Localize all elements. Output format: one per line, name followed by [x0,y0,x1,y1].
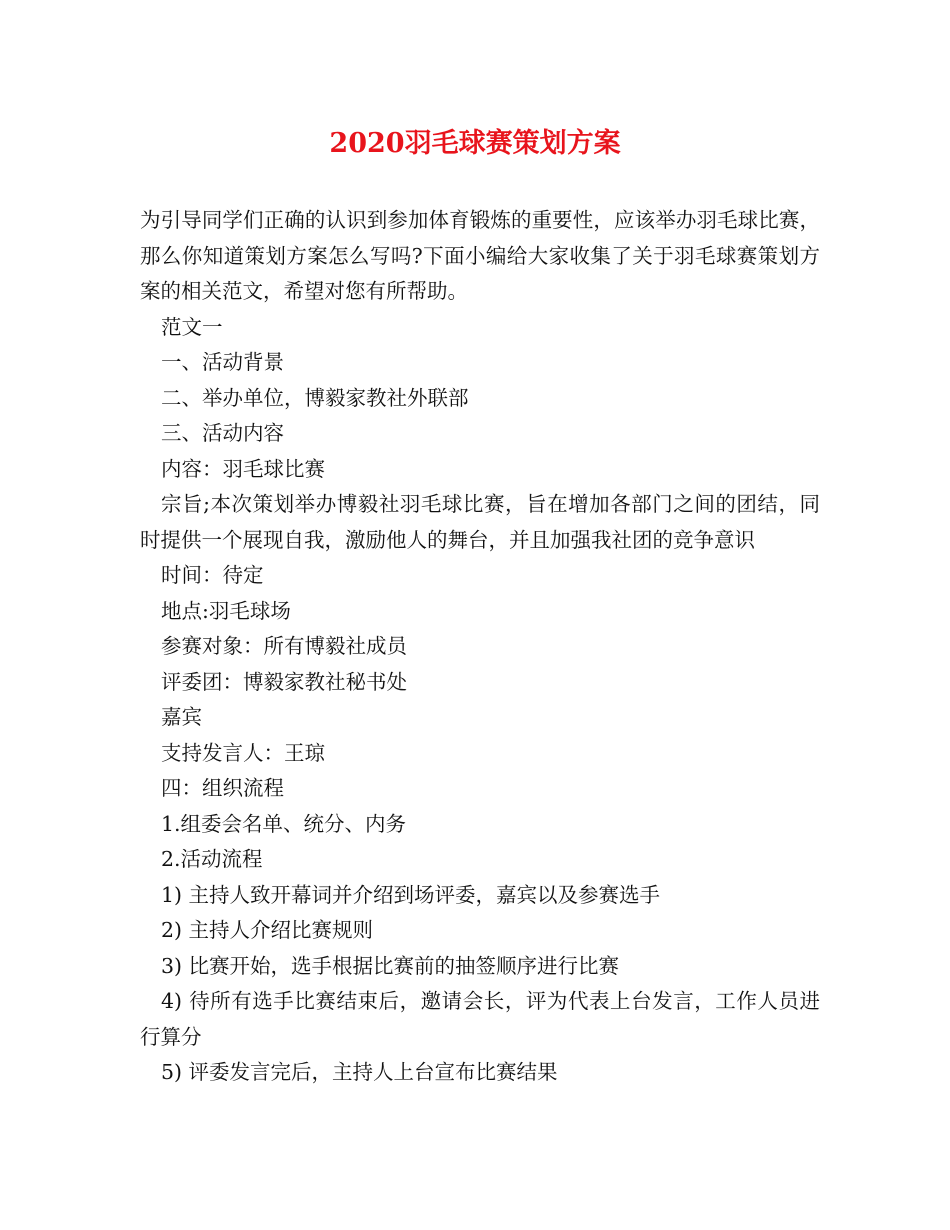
section-heading-background: 一、活动背景 [161,350,284,374]
guests-line: 嘉宾 [161,705,202,729]
judges-line: 评委团：博毅家教社秘书处 [161,669,407,694]
content-line: 内容：羽毛球比赛 [161,456,325,481]
time-line: 时间：待定 [161,563,264,587]
document-title: 2020羽毛球赛策划方案 [329,128,621,159]
process-item: 1.组委会名单、统分、内务 [161,811,407,836]
section-heading-content: 三、活动内容 [161,421,284,445]
section-heading-process: 四：组织流程 [161,776,284,800]
sample-heading: 范文一 [161,314,223,339]
flow-step: 1) 主持人致开幕词并介绍到场评委，嘉宾以及参赛选手 [161,882,661,907]
intro-paragraph: 为引导同学们正确的认识到参加体育锻炼的重要性，应该举办羽毛球比赛，那么你知道策划方案怎么写吗?下面小编给大家收集了关于羽毛球赛策划方案的相关范文，希望对您有所帮助。 [140,208,820,303]
flow-step: 4) 待所有选手比赛结束后，邀请会长，评为代表上台发言，工作人员进行算分 [140,989,820,1049]
participants-line: 参赛对象：所有博毅社成员 [161,634,407,658]
process-item: 2.活动流程 [161,847,263,871]
flow-step: 2) 主持人介绍比赛规则 [161,918,374,942]
location-line: 地点:羽毛球场 [161,598,291,623]
host-line: 支持发言人：王琼 [161,740,325,765]
document-body [140,203,820,1091]
purpose-paragraph: 宗旨;本次策划举办博毅社羽毛球比赛，旨在增加各部门之间的团结，同时提供一个展现自我，激励他人的舞台，并且加强我社团的竞争意识 [140,492,820,552]
flow-step: 5) 评委发言完后，主持人上台宣布比赛结果 [161,1060,558,1084]
flow-step: 3) 比赛开始，选手根据比赛前的抽签顺序进行比赛 [161,953,620,978]
section-heading-organizer: 二、举办单位，博毅家教社外联部 [161,385,469,410]
